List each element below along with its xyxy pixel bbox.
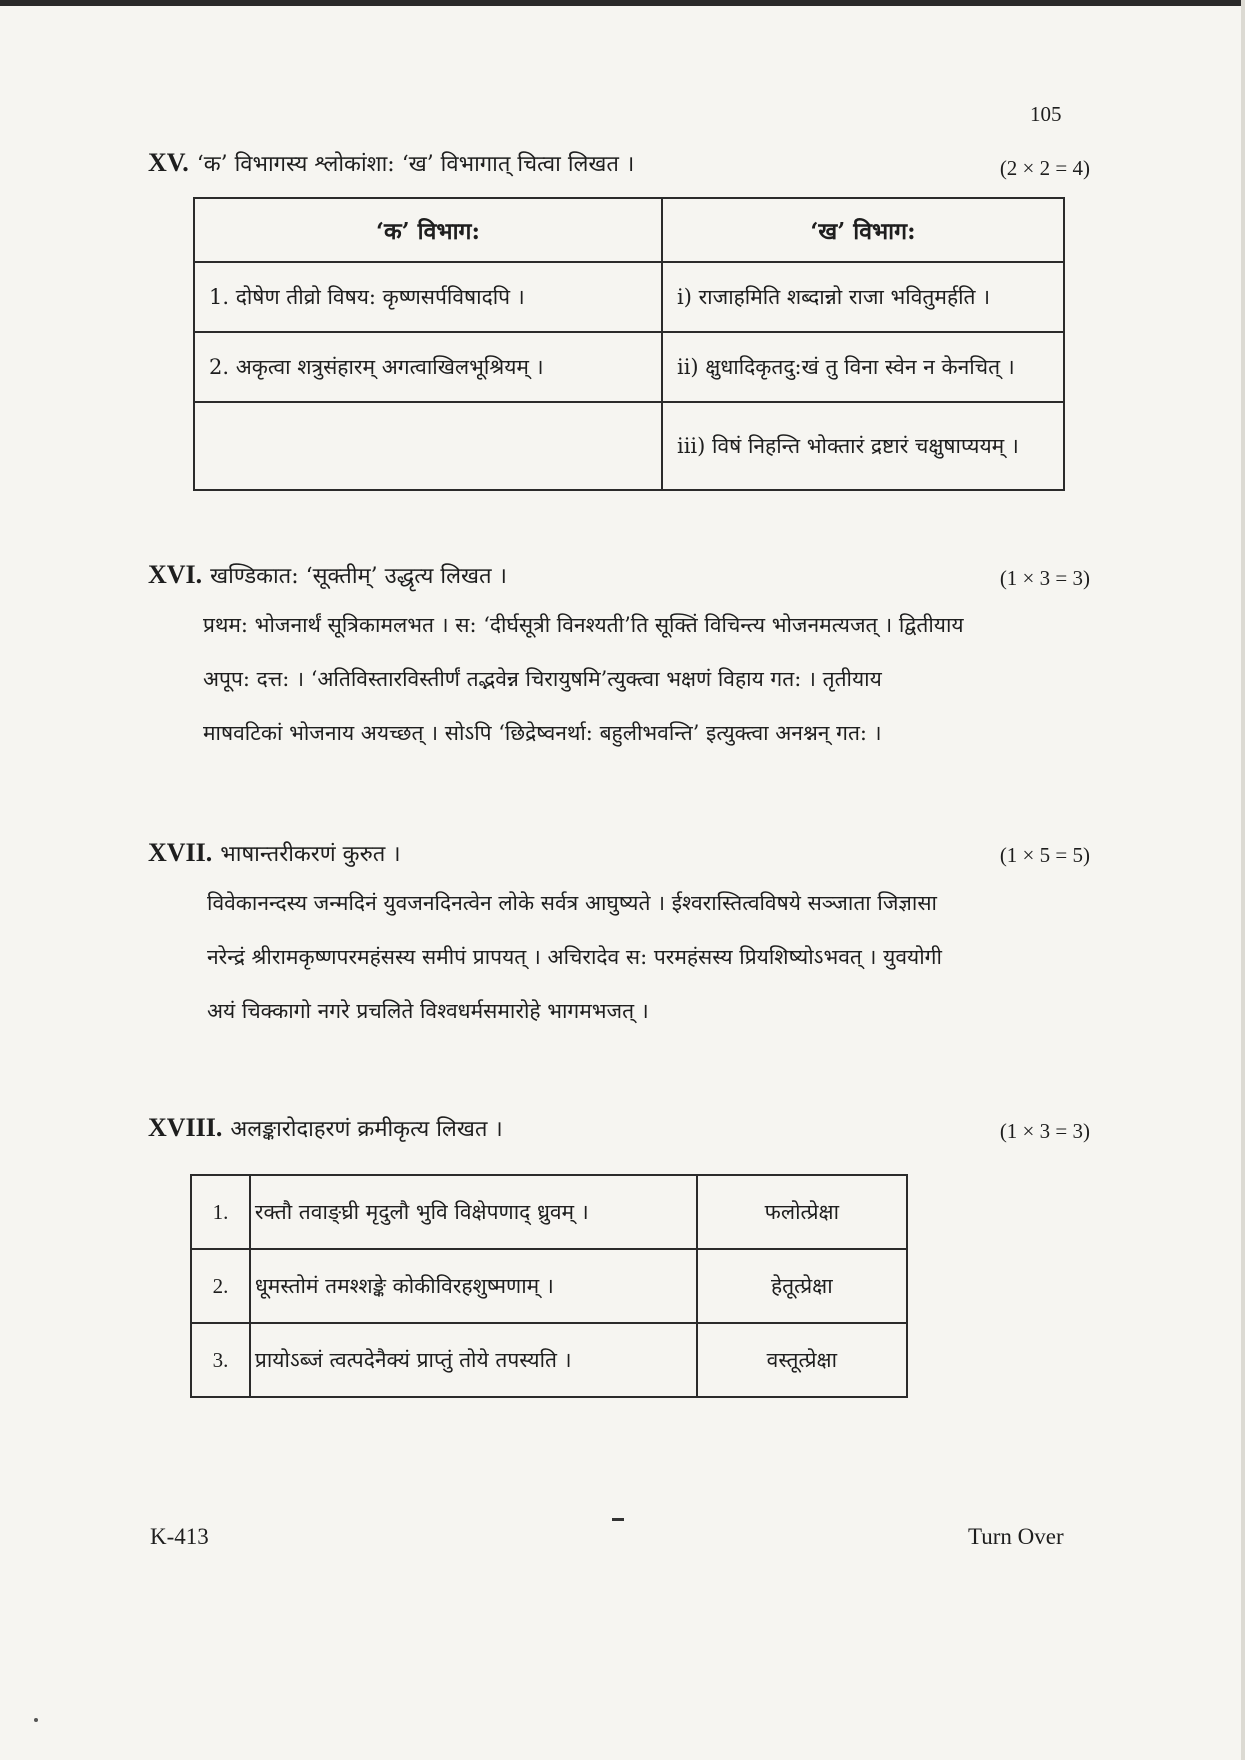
table-row (194, 402, 1064, 490)
q17-passage (207, 876, 942, 1038)
table-row (194, 198, 1064, 262)
right-item-i: i) राजाहमिति शब्दान्नो राजा भवितुमर्हति । (662, 262, 1064, 332)
scan-top-edge (0, 0, 1245, 6)
q16-marks: (1 × 3 = 3) (999, 566, 1090, 590)
example-text: प्रायोऽब्जं त्वत्पदेनैक्यं प्राप्तुं तोये तपस्यति । (250, 1323, 697, 1397)
table-row (191, 1175, 907, 1249)
example-text: धूमस्तोमं तमश्शङ्के कोकीविरहशुष्मणाम् । (250, 1249, 697, 1323)
q16-line-1: प्रथम: भोजनार्थं सूत्रिकामलभत । स: ‘दीर्घसूत्री विनश्यती’ति सूक्तिं विचिन्त्य भोजनमत्यजत् । द्वितीयाय (203, 613, 964, 637)
q18-instruction: अलङ्कारोदाहरणं क्रमीकृत्य लिखत । (230, 1117, 503, 1142)
right-item-iii: iii) विषं निहन्ति भोक्तारं द्रष्टारं चक्षुषाप्ययम् । (662, 402, 1064, 490)
q15-instruction: ‘क’ विभागस्य श्लोकांशा: ‘ख’ विभागात् चित्वा लिखत । (196, 152, 635, 177)
left-item-empty (194, 402, 662, 490)
q17-line-1: विवेकानन्दस्य जन्मदिनं युवजनदिनत्वेन लोके सर्वत्र आघुष्यते । ईश्वरास्तित्वविषये सञ्जाता जिज्ञासा (207, 891, 937, 915)
q16-passage (203, 598, 964, 760)
alankara-label: हेतूत्प्रेक्षा (697, 1249, 907, 1323)
q15-number: XV. (148, 148, 189, 177)
alankara-label: वस्तूत्प्रेक्षा (697, 1323, 907, 1397)
table-row (191, 1249, 907, 1323)
table-row (194, 332, 1064, 402)
left-item-2: 2. अकृत्वा शत्रुसंहारम् अगत्वाखिलभूश्रियम् । (194, 332, 662, 402)
row-number: 1. (191, 1175, 250, 1249)
row-number: 2. (191, 1249, 250, 1323)
q18-heading (148, 1113, 503, 1143)
q16-heading (148, 560, 507, 590)
center-dash (612, 1518, 624, 1521)
row-number: 3. (191, 1323, 250, 1397)
table-row (194, 262, 1064, 332)
scan-right-edge (1241, 0, 1245, 1760)
turn-over-note: Turn Over (968, 1524, 1064, 1549)
example-text: रक्तौ तवाङ्घ्री मृदुलौ भुवि विक्षेपणाद् ध्रुवम् । (250, 1175, 697, 1249)
q17-line-2: नरेन्द्रं श्रीरामकृष्णपरमहंसस्य समीपं प्रापयत् । अचिरादेव स: परमहंसस्य प्रियशिष्योऽभवत् । युवयोगी (207, 945, 942, 969)
q15-match-table (193, 197, 1065, 491)
q15-marks: (2 × 2 = 4) (999, 156, 1090, 180)
q17-instruction: भाषान्तरीकरणं कुरुत । (220, 842, 401, 867)
alankara-label: फलोत्प्रेक्षा (697, 1175, 907, 1249)
page-number: 105 (1030, 102, 1062, 126)
q16-number: XVI. (148, 560, 203, 589)
right-item-ii: ii) क्षुधादिकृतदु:खं तु विना स्वेन न केनचित् । (662, 332, 1064, 402)
q18-number: XVIII. (148, 1113, 223, 1142)
q18-marks: (1 × 3 = 3) (999, 1119, 1090, 1143)
q18-alankara-table (190, 1174, 908, 1398)
q17-line-3: अयं चिक्कागो नगरे प्रचलिते विश्वधर्मसमारोहे भागमभजत् । (207, 999, 649, 1023)
q16-line-2: अपूप: दत्त: । ‘अतिविस्तारविस्तीर्णं तद्भवेन्न चिरायुषमि’त्युक्त्वा भक्षणं विहाय गत: । तृतीयाय (203, 667, 882, 691)
header-section-kha: ‘ख’ विभाग: (662, 198, 1064, 262)
q17-heading (148, 838, 401, 868)
q15-heading (148, 148, 634, 178)
q17-marks: (1 × 5 = 5) (999, 843, 1090, 867)
scan-speck (34, 1718, 38, 1722)
header-section-ka: ‘क’ विभाग: (194, 198, 662, 262)
paper-code: K-413 (150, 1524, 209, 1549)
q16-line-3: माषवटिकां भोजनाय अयच्छत् । सोऽपि ‘छिद्रेष्वनर्था: बहुलीभवन्ति’ इत्युक्त्वा अनश्नन् गत: । (203, 721, 882, 745)
q17-number: XVII. (148, 838, 213, 867)
q16-instruction: खण्डिकात: ‘सूक्तीम्’ उद्धृत्य लिखत । (210, 564, 507, 589)
table-row (191, 1323, 907, 1397)
left-item-1: 1. दोषेण तीव्रो विषय: कृष्णसर्पविषादपि । (194, 262, 662, 332)
